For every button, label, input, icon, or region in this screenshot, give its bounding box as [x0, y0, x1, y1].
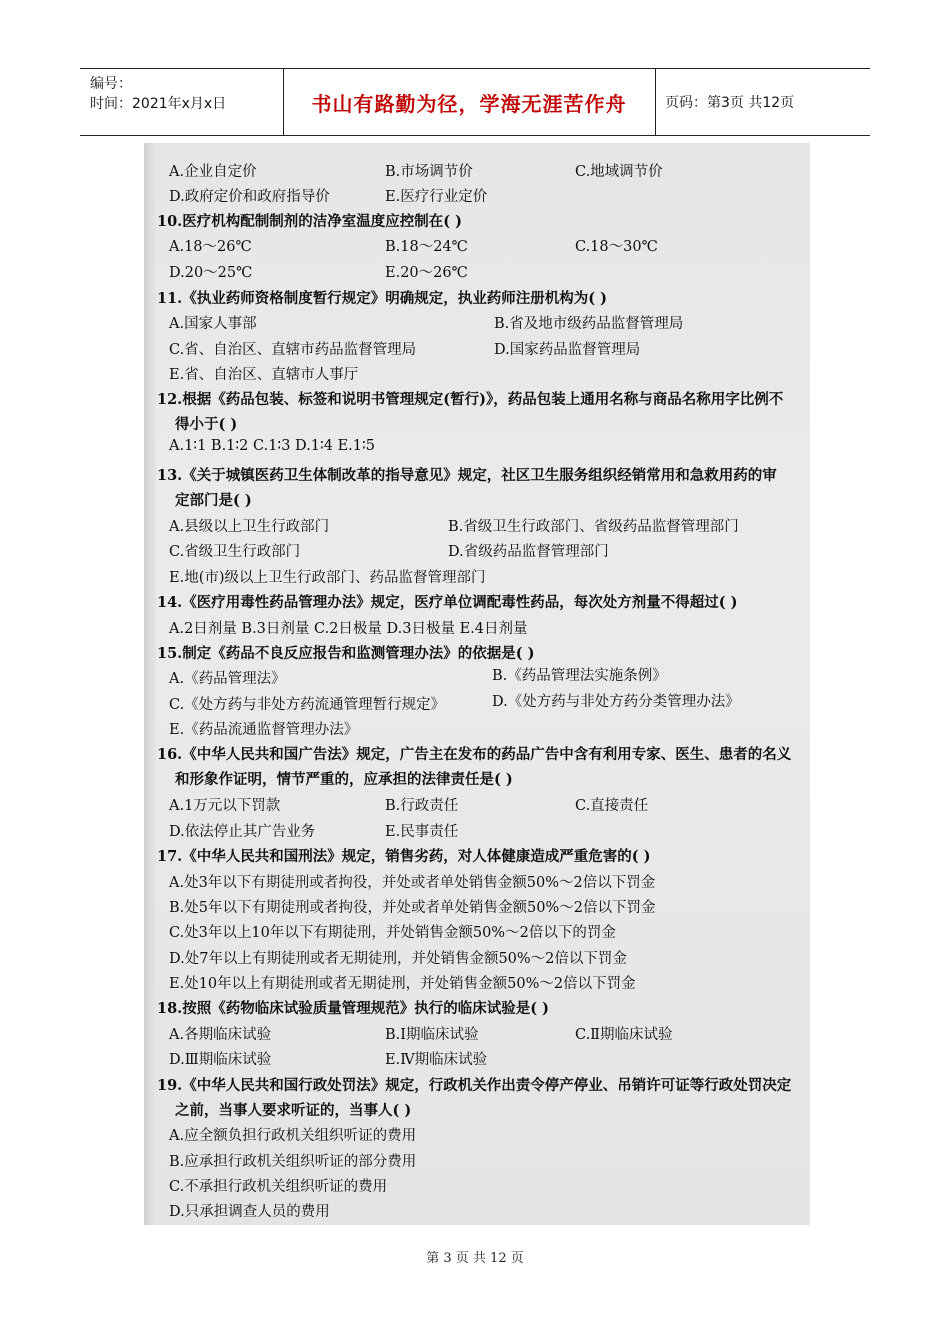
option-line: A.《药品管理法》	[169, 671, 286, 687]
option-line: D.只承担调查人员的费用	[169, 1204, 330, 1220]
option-line: D.20～25℃	[169, 265, 253, 281]
option-line: D.Ⅲ期临床试验	[169, 1052, 272, 1068]
option-line: E.处10年以上有期徒刑或者无期徒刑，并处销售金额50%～2倍以下罚金	[169, 976, 636, 992]
option-line: C.Ⅱ期临床试验	[575, 1027, 673, 1043]
option-line: A.企业自定价	[169, 164, 257, 180]
option-line: A.1万元以下罚款	[169, 798, 281, 814]
question-text: 13.《关于城镇医药卫生体制改革的指导意见》规定，社区卫生服务组织经销常用和急救用药的审	[157, 467, 777, 484]
header-motto: 书山有路勤为径，学海无涯苦作舟	[311, 91, 627, 116]
question-text: 16.《中华人民共和国广告法》规定，广告主在发布的药品广告中含有利用专家、医生、患者的名义	[157, 746, 792, 763]
option-line: C.《处方药与非处方药流通管理暂行规定》	[169, 697, 446, 713]
option-line: C.18～30℃	[575, 239, 658, 255]
header-divider-right	[655, 68, 656, 136]
option-line: D.政府定价和政府指导价	[169, 189, 330, 205]
option-line: B.18～24℃	[385, 239, 468, 255]
option-line: A.1∶1 B.1∶2 C.1∶3 D.1∶4 E.1∶5	[169, 438, 376, 454]
question-text: 17.《中华人民共和国刑法》规定，销售劣药，对人体健康造成严重危害的( )	[157, 848, 651, 865]
option-line: B.处5年以下有期徒刑或者拘役，并处或者单处销售金额50%～2倍以下罚金	[169, 900, 656, 916]
option-line: E.20～26℃	[385, 265, 468, 281]
option-line: B.《药品管理法实施条例》	[492, 668, 667, 684]
option-line: D.依法停止其广告业务	[169, 824, 316, 840]
option-line: B.Ⅰ期临床试验	[385, 1027, 479, 1043]
option-line: B.市场调节价	[385, 164, 473, 180]
option-line: C.直接责任	[575, 798, 649, 814]
question-text: 19.《中华人民共和国行政处罚法》规定，行政机关作出责令停产停业、吊销许可证等行政处罚决定	[157, 1077, 792, 1094]
option-line: A.应全额负担行政机关组织听证的费用	[169, 1128, 417, 1144]
option-line: A.处3年以下有期徒刑或者拘役，并处或者单处销售金额50%～2倍以下罚金	[169, 875, 656, 891]
option-line: A.18～26℃	[169, 239, 252, 255]
header-page-label: 页码：第3页 共12页	[665, 95, 795, 111]
scanned-exam-page	[144, 143, 810, 1225]
option-line: E.民事责任	[385, 824, 459, 840]
option-line: D.省级药品监督管理部门	[448, 544, 609, 560]
option-line: C.地域调节价	[575, 164, 663, 180]
question-text: 11.《执业药师资格制度暂行规定》明确规定，执业药师注册机构为( )	[157, 290, 607, 307]
option-line: C.不承担行政机关组织听证的费用	[169, 1179, 388, 1195]
option-line: B.省级卫生行政部门、省级药品监督管理部门	[448, 519, 739, 535]
question-text: 14.《医疗用毒性药品管理办法》规定，医疗单位调配毒性药品，每次处方剂量不得超过( )	[157, 594, 738, 611]
option-line: D.《处方药与非处方药分类管理办法》	[492, 694, 740, 710]
option-line: A.县级以上卫生行政部门	[169, 519, 330, 535]
document-number-label: 编号：	[90, 76, 132, 92]
option-line: C.省级卫生行政部门	[169, 544, 301, 560]
page-footer: 第 3 页 共 12 页	[426, 1251, 524, 1266]
option-line: A.各期临床试验	[169, 1027, 272, 1043]
option-line: C.省、自治区、直辖市药品监督管理局	[169, 342, 417, 358]
option-line: D.国家药品监督管理局	[494, 342, 641, 358]
option-line: B.省及地市级药品监督管理局	[494, 316, 684, 332]
question-text: 之前，当事人要求听证的，当事人( )	[175, 1102, 412, 1119]
option-line: E.省、自治区、直辖市人事厅	[169, 367, 359, 383]
document-time-label: 时间：2021年x月x日	[90, 96, 227, 112]
option-line: E.地(市)级以上卫生行政部门、药品监督管理部门	[169, 570, 486, 586]
option-line: A.国家人事部	[169, 316, 257, 332]
question-text: 10.医疗机构配制制剂的洁净室温度应控制在( )	[157, 213, 462, 230]
question-text: 15.制定《药品不良反应报告和监测管理办法》的依据是( )	[157, 645, 535, 662]
question-text: 得小于( )	[175, 416, 238, 433]
option-line: B.行政责任	[385, 798, 459, 814]
option-line: E.《药品流通监督管理办法》	[169, 722, 359, 738]
header-meta	[90, 74, 226, 114]
option-line: D.处7年以上有期徒刑或者无期徒刑，并处销售金额50%～2倍以下罚金	[169, 951, 627, 967]
option-line: A.2日剂量 B.3日剂量 C.2日极量 D.3日极量 E.4日剂量	[169, 621, 528, 637]
option-line: C.处3年以上10年以下有期徒刑，并处销售金额50%～2倍以下的罚金	[169, 925, 616, 941]
page-header	[80, 68, 870, 136]
option-line: E.医疗行业定价	[385, 189, 488, 205]
question-text: 和形象作证明，情节严重的，应承担的法律责任是( )	[175, 771, 513, 788]
question-text: 定部门是( )	[175, 492, 252, 509]
option-line: B.应承担行政机关组织听证的部分费用	[169, 1154, 417, 1170]
option-line: E.Ⅳ期临床试验	[385, 1052, 488, 1068]
question-text: 12.根据《药品包装、标签和说明书管理规定(暂行)》，药品包装上通用名称与商品名称用字比例不	[157, 391, 784, 408]
question-text: 18.按照《药物临床试验质量管理规范》执行的临床试验是( )	[157, 1000, 549, 1017]
